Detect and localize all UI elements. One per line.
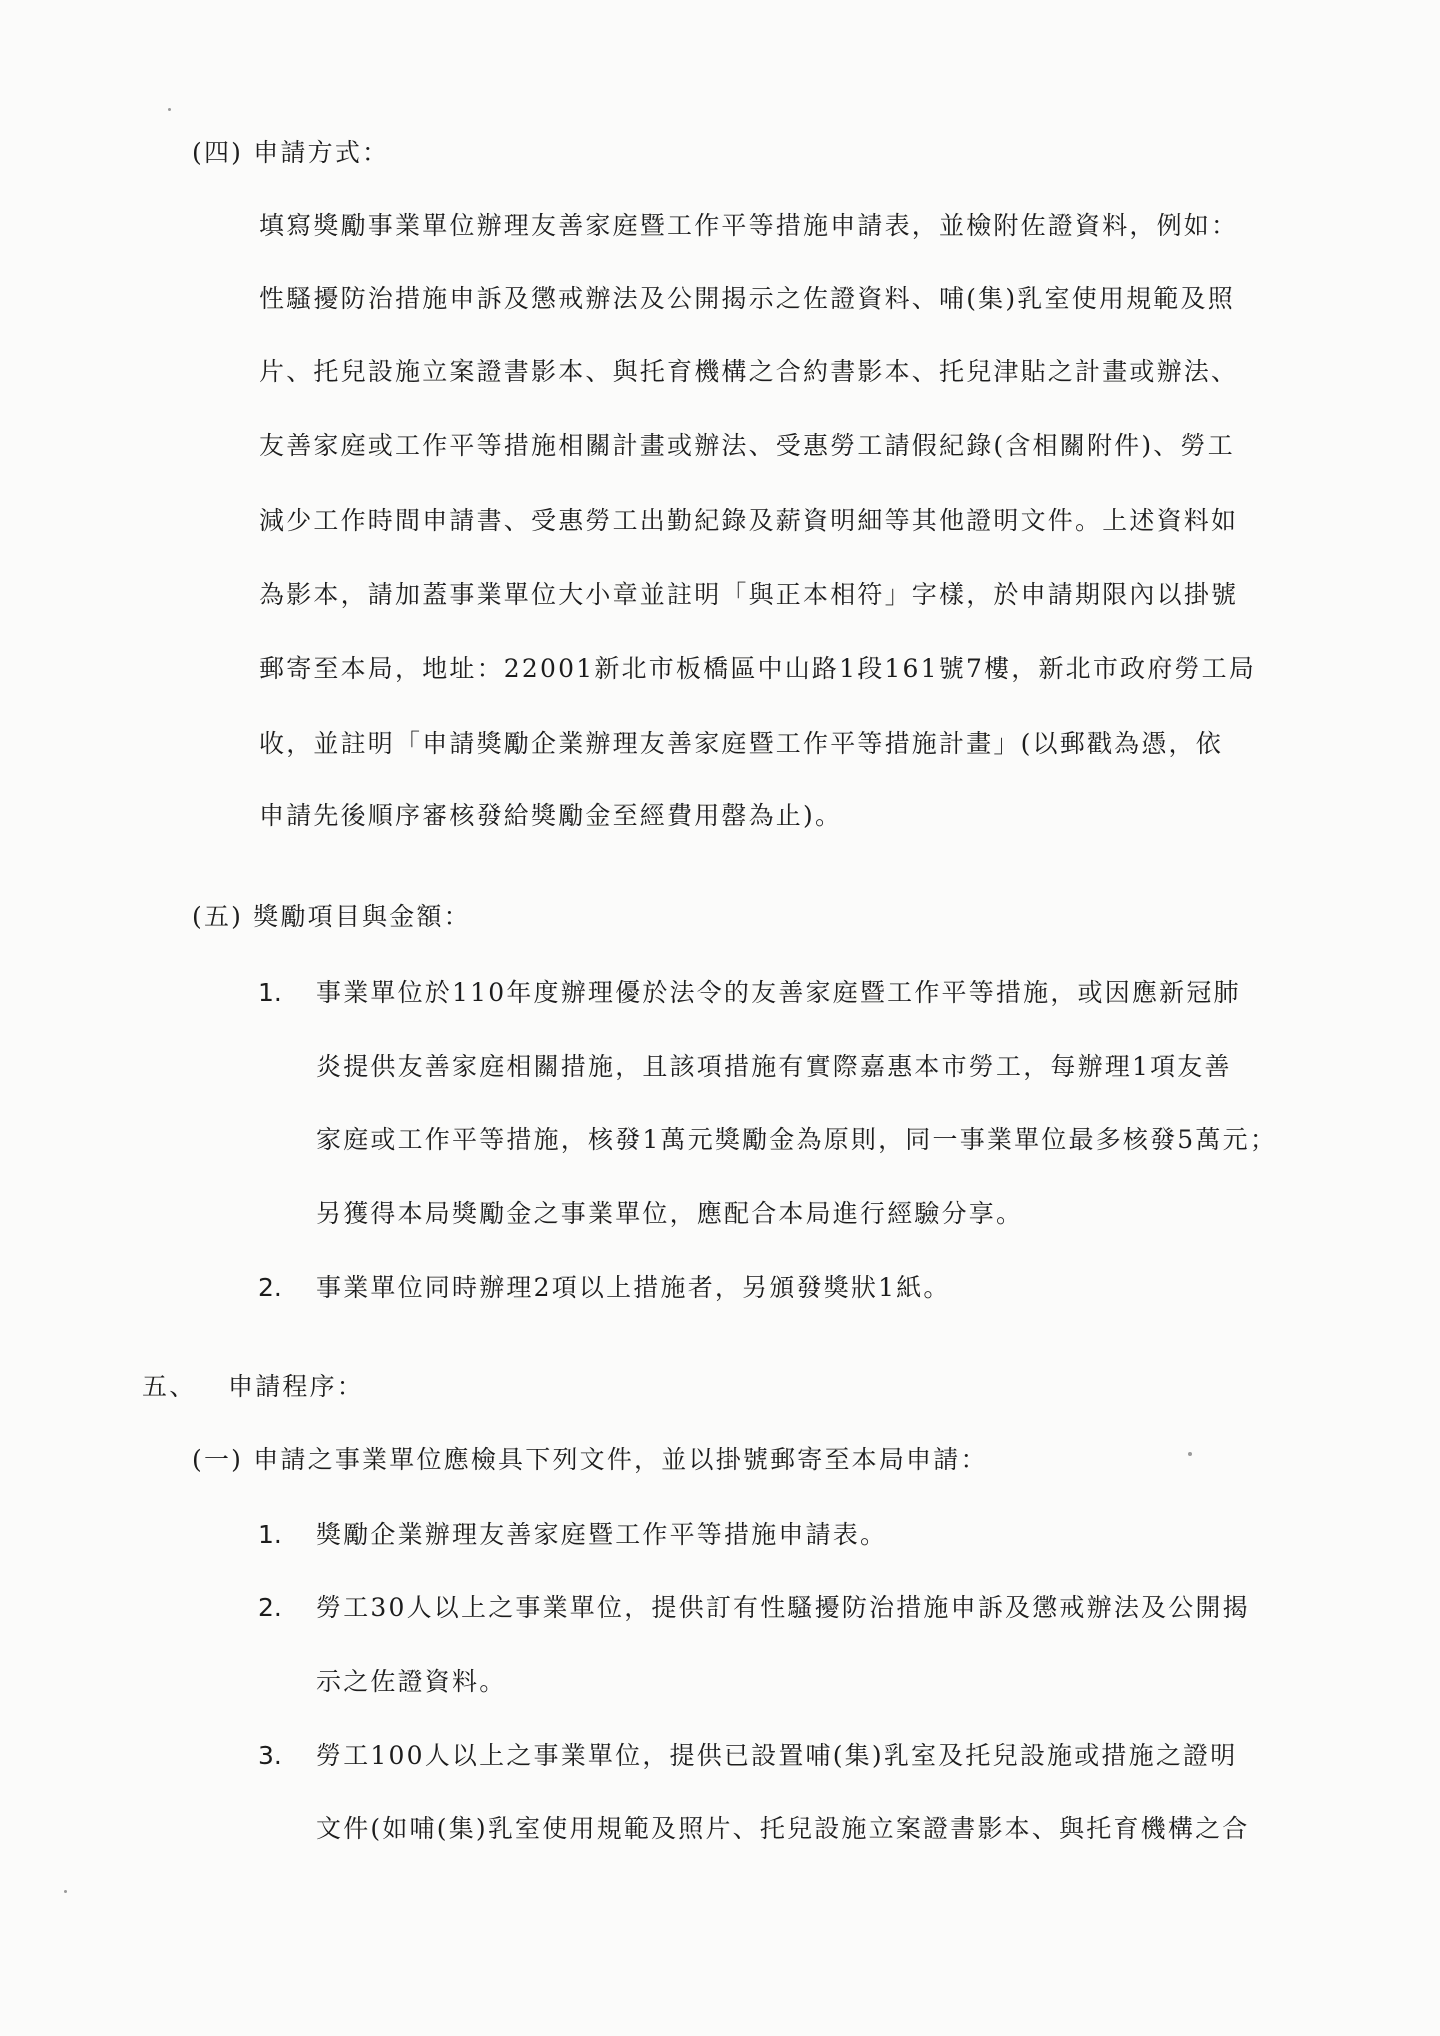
section-4-heading: (四) 申請方式： bbox=[192, 138, 390, 167]
section-4-line: 收，並註明「申請獎勵企業辦理友善家庭暨工作平等措施計畫」(以郵戳為憑，依 bbox=[259, 729, 1223, 758]
section-4-line: 填寫獎勵事業單位辦理友善家庭暨工作平等措施申請表，並檢附佐證資料，例如： bbox=[259, 211, 1239, 240]
list-item-line: 事業單位同時辦理2項以上措施者，另頒發獎狀1紙。 bbox=[316, 1273, 951, 1302]
scan-speck bbox=[168, 108, 171, 111]
list-item-line: 勞工100人以上之事業單位，提供已設置哺(集)乳室及托兒設施或措施之證明 bbox=[316, 1741, 1238, 1770]
procedure-heading: (一) 申請之事業單位應檢具下列文件，並以掛號郵寄至本局申請： bbox=[192, 1445, 988, 1474]
list-number: 2. bbox=[258, 1593, 282, 1622]
list-item-line: 獎勵企業辦理友善家庭暨工作平等措施申請表。 bbox=[316, 1520, 888, 1549]
section-4-line: 為影本，請加蓋事業單位大小章並註明「與正本相符」字樣，於申請期限內以掛號 bbox=[259, 580, 1239, 609]
list-number: 2. bbox=[258, 1273, 282, 1302]
section-4-line: 郵寄至本局，地址：22001新北市板橋區中山路1段161號7樓，新北市政府勞工局 bbox=[259, 654, 1257, 683]
section-4-line: 申請先後順序審核發給獎勵金至經費用罄為止)。 bbox=[259, 801, 843, 830]
list-item-line: 文件(如哺(集)乳室使用規範及照片、托兒設施立案證書影本、與托育機構之合 bbox=[316, 1814, 1250, 1843]
chapter-number: 五、 bbox=[142, 1372, 197, 1401]
list-item-line: 炎提供友善家庭相關措施，且該項措施有實際嘉惠本市勞工，每辦理1項友善 bbox=[316, 1052, 1232, 1081]
scan-speck bbox=[1188, 1452, 1192, 1456]
list-item-line: 事業單位於110年度辦理優於法令的友善家庭暨工作平等措施，或因應新冠肺 bbox=[316, 978, 1241, 1007]
list-item-line: 家庭或工作平等措施，核發1萬元獎勵金為原則，同一事業單位最多核發5萬元； bbox=[316, 1125, 1278, 1154]
list-item-line: 示之佐證資料。 bbox=[316, 1667, 507, 1696]
section-4-line: 片、托兒設施立案證書影本、與托育機構之合約書影本、托兒津貼之計畫或辦法、 bbox=[259, 357, 1239, 386]
chapter-title: 申請程序： bbox=[228, 1372, 365, 1401]
section-4-line: 減少工作時間申請書、受惠勞工出勤紀錄及薪資明細等其他證明文件。上述資料如 bbox=[259, 506, 1239, 535]
list-item-line: 勞工30人以上之事業單位，提供訂有性騷擾防治措施申訴及懲戒辦法及公開揭 bbox=[316, 1593, 1250, 1622]
section-4-line: 性騷擾防治措施申訴及懲戒辦法及公開揭示之佐證資料、哺(集)乳室使用規範及照 bbox=[259, 284, 1235, 313]
list-number: 1. bbox=[258, 978, 282, 1007]
list-number: 1. bbox=[258, 1520, 282, 1549]
list-number: 3. bbox=[258, 1741, 282, 1770]
list-item-line: 另獲得本局獎勵金之事業單位，應配合本局進行經驗分享。 bbox=[316, 1199, 1024, 1228]
section-4-line: 友善家庭或工作平等措施相關計畫或辦法、受惠勞工請假紀錄(含相關附件)、勞工 bbox=[259, 431, 1235, 460]
section-5-heading: (五) 獎勵項目與金額： bbox=[192, 902, 471, 931]
scan-speck bbox=[64, 1890, 67, 1893]
